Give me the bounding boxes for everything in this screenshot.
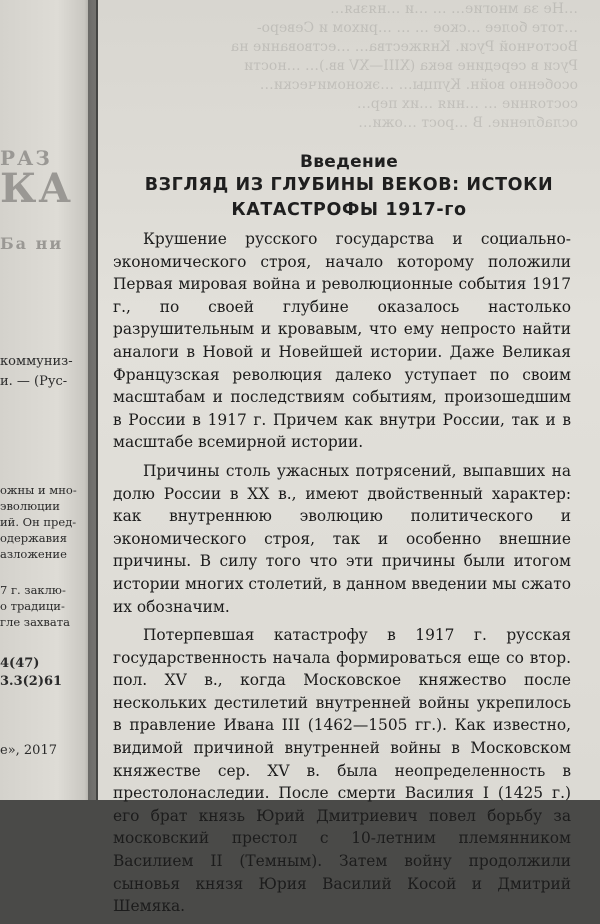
body-text <box>113 228 571 924</box>
faint-running-head: РАЗ <box>0 146 52 170</box>
left-code-1: 4(47) <box>0 656 40 671</box>
faint-subtitle-fragment: Ба ни <box>0 234 64 253</box>
bleed-line: ослабление. В …рост …ожи… <box>358 115 578 131</box>
bleed-through-text <box>98 0 600 140</box>
facing-page-left <box>0 0 96 800</box>
bleed-line: Руси в середине века (XIII—XV вв.)… …ности <box>243 58 578 74</box>
left-small-line: азложение <box>0 547 67 561</box>
book-page <box>98 0 600 916</box>
paragraph: Крушение русского государства и социально-экономического строя, начало которому положили Первая мировая война и революционные события 1917 г., по своей глубине оказалось настолько разрушительным и кровавым, что ему непросто найти аналоги в Новой и Новейшей истории. Даже Великая Французская революция далеко уступает по своим масштабам и последствиям событиям, произошедшим в России в 1917 г. Причем как внутри России, так и в масштабе всемирной истории. <box>113 230 571 452</box>
left-small-line: эволюции <box>0 499 60 513</box>
left-small-line: ожны и мно- <box>0 483 77 497</box>
bleed-line: Восточной Руси. Княжества… …ествование на <box>230 39 578 55</box>
bleed-line: …Не за многие… … …и …нязья… <box>330 1 578 17</box>
chapter-heading <box>98 151 600 223</box>
section-label: Введение <box>299 152 399 172</box>
paragraph: Причины столь ужасных потрясений, выпавших на долю России в XX в., имеют двойственный характер: как внутреннюю эволюцию политического и экономического строя, так и особенно внешние причины. В силу того что эти причины были итогом истории многих столетий, в данном введении мы сжато их обозначим. <box>113 461 571 616</box>
bleed-line: состояние … …ния …их пер… <box>356 96 578 112</box>
chapter-title-line-1: ВЗГЛЯД ИЗ ГЛУБИНЫ ВЕКОВ: ИСТОКИ <box>144 175 554 195</box>
left-small-line: гле захвата <box>0 615 70 629</box>
left-small-line: 7 г. заклю- <box>0 583 66 597</box>
left-footer: е», 2017 <box>0 743 57 758</box>
chapter-title-line-2: КАТАСТРОФЫ 1917-го <box>231 200 467 220</box>
left-code-2: 3.3(2)61 <box>0 674 63 689</box>
bleed-line: особенно войн. Купцы… …экономически… <box>259 77 578 93</box>
faint-title-fragment: КА <box>0 165 73 212</box>
left-small-line: о традици- <box>0 599 65 613</box>
left-line-2: и. — (Рус- <box>0 374 68 389</box>
paragraph: Потерпевшая катастрофу в 1917 г. русская государственность начала формироваться еще со втор. пол. XV в., когда Московское княжество после нескольких дестилетий внутренней войны укрепилось в правление Ивана III (1462—1505 гг.). Как известно, видимой причиной внутренней войны в Московском княжестве сер. XV в. была неопределенность в престолонаследии. После смерти Василия I (1425 г.) его брат князь Юрий Дмитриевич повел борьбу за московский престол с 10-летним племянником Василием II (Темным). Затем войну продолжили сыновья князя Юрия Василий Косой и Дмитрий Шемяка. <box>113 626 571 916</box>
left-line-1: коммуниз- <box>0 354 73 369</box>
bleed-line: …тоте более …ское … … …рихом и Северо- <box>256 20 578 36</box>
left-small-line: одержавия <box>0 531 68 545</box>
left-small-line: ий. Он пред- <box>0 515 77 529</box>
